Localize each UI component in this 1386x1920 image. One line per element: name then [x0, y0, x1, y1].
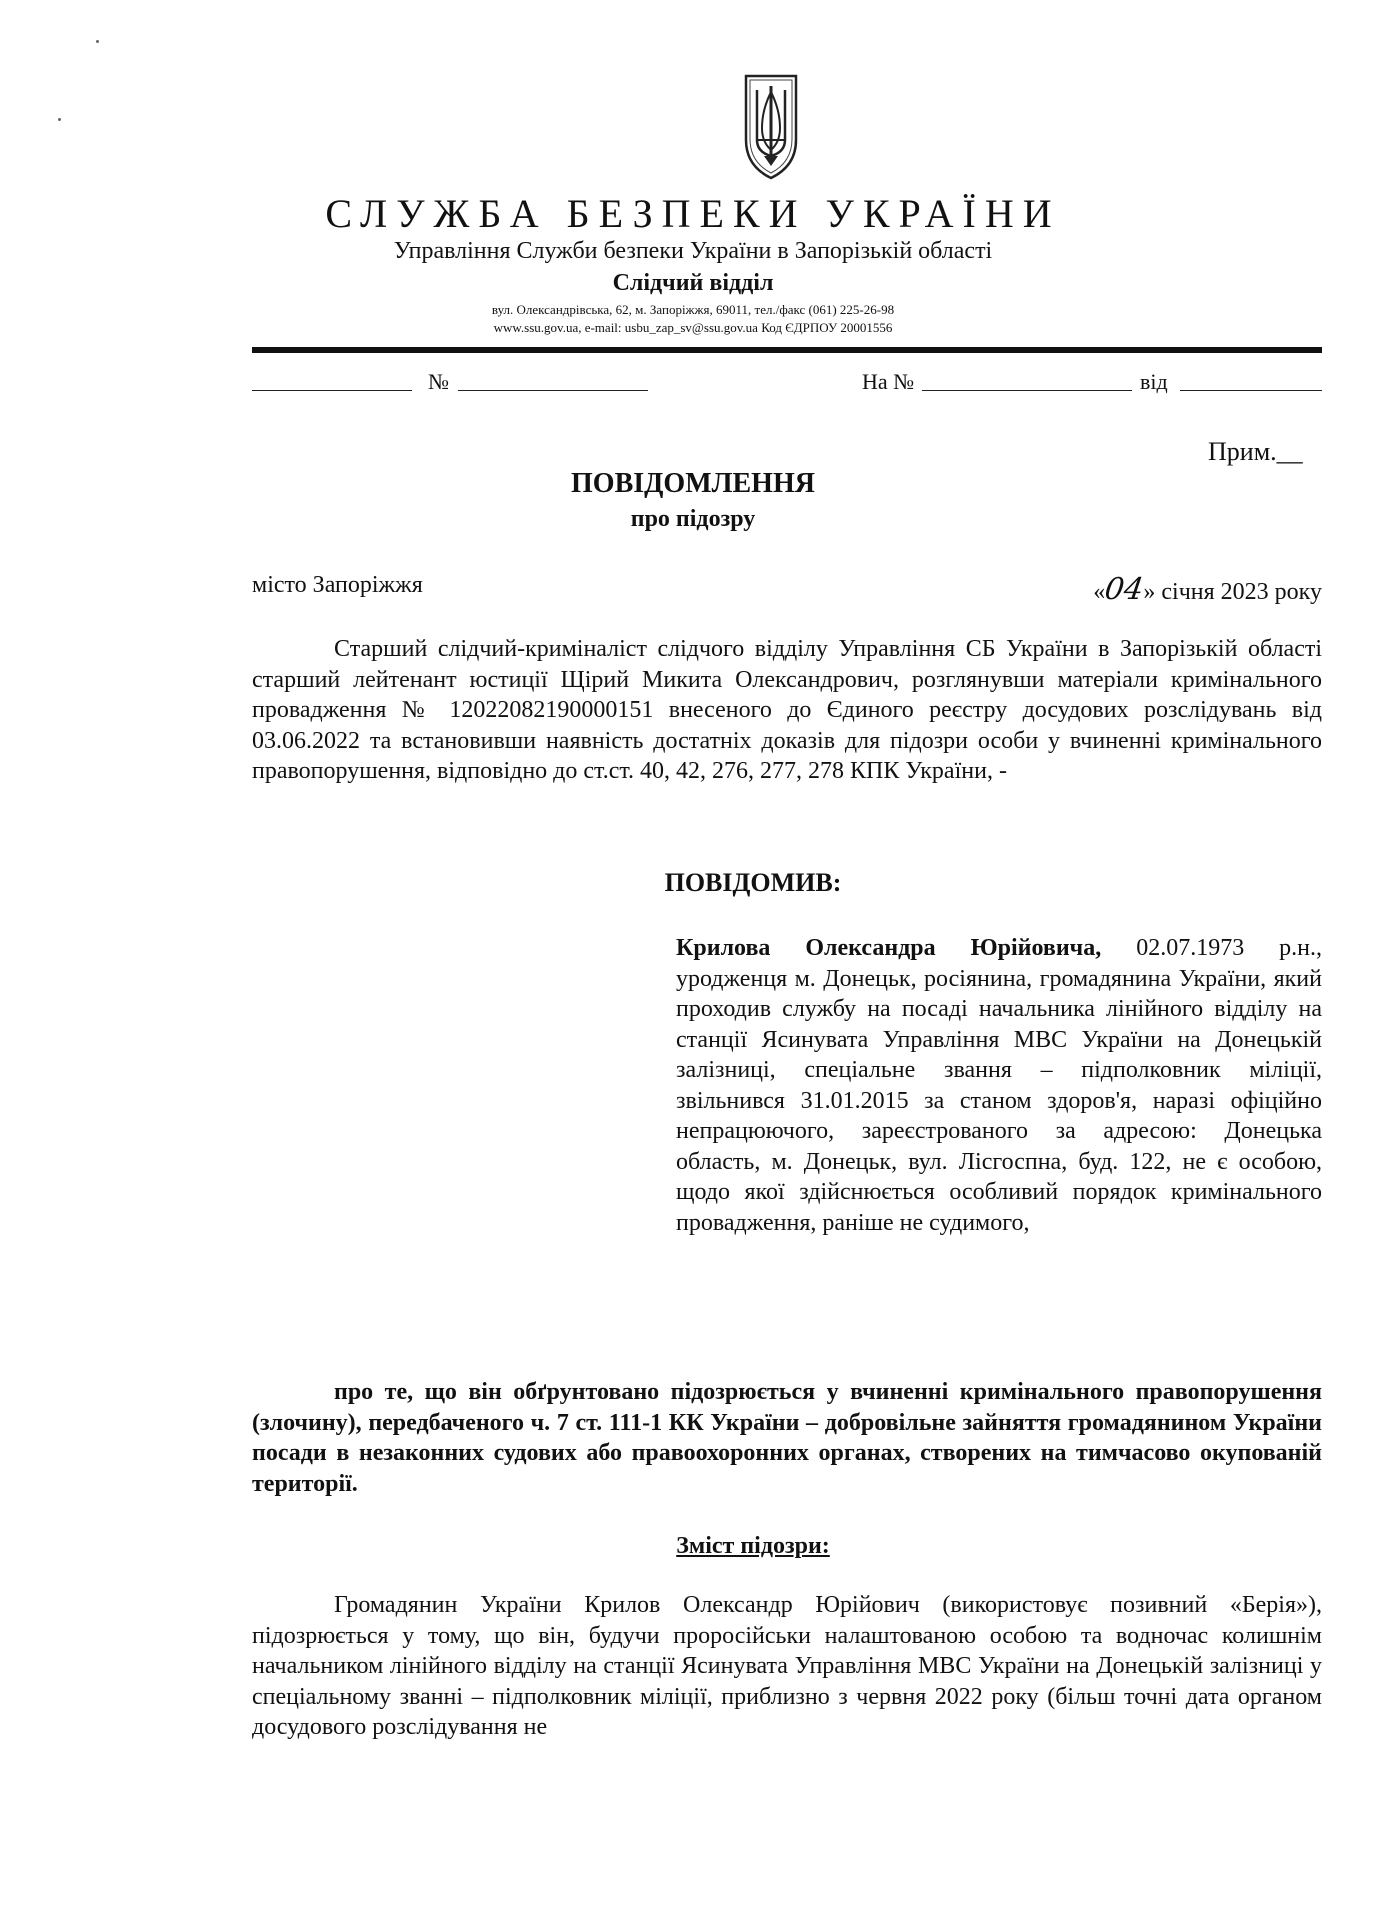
- reply-to-field: [922, 390, 1132, 391]
- address-line-2: www.ssu.gov.ua, e-mail: usbu_zap_sv@ssu.gov.ua Код ЄДРПОУ 20001556: [493, 320, 893, 335]
- organization-subtitle: Управління Служби безпеки України в Запорізькій області: [393, 238, 993, 264]
- date-open-quote: «: [1093, 579, 1106, 605]
- date-rest: січня 2023 року: [1155, 579, 1322, 605]
- organization-title: СЛУЖБА БЕЗПЕКИ УКРАЇНИ: [325, 191, 1061, 236]
- notified-heading: ПОВІДОМИВ:: [664, 868, 842, 897]
- address-line-1: вул. Олександрівська, 62, м. Запоріжжя, 69011, тел./факс (061) 225-26-98: [491, 302, 895, 317]
- document-title: ПОВІДОМЛЕННЯ: [571, 468, 815, 499]
- outgoing-number-field: [458, 390, 648, 391]
- from-date-field: [1180, 390, 1322, 391]
- date-day: 04: [1102, 572, 1146, 607]
- charge-text: про те, що він обґрунтовано підозрюється у вчиненні кримінального правопорушення (злочину), передбаченого ч. 7 ст. 111-1 КК України – добровільне зайняття громадянином України посади в незаконних судових або правоохоронних органах, створених на тимчасово окупованій території.: [252, 1379, 1322, 1497]
- number-symbol: №: [428, 369, 449, 394]
- charge-paragraph: [252, 1377, 1322, 1499]
- suspect-details: [676, 933, 1322, 1238]
- suspicion-content-heading: Зміст підозри:: [676, 1533, 830, 1559]
- document-date: [1022, 572, 1322, 607]
- department-name: Слідчий відділ: [612, 270, 774, 296]
- date-close-quote: »: [1143, 579, 1156, 605]
- intro-paragraph: [252, 634, 1322, 787]
- suspect-name: Крилова Олександра Юрійовича,: [676, 935, 1102, 961]
- coat-of-arms-icon: [740, 70, 802, 182]
- city: місто Запоріжжя: [252, 572, 423, 598]
- intro-text: Старший слідчий-криміналіст слідчого відділу Управління СБ України в Запорізькій області старший лейтенант юстиції Щірий Микита Олександрович, розглянувши матеріали кримінального провадження № 12022082190000151 внесеного до Єдиного реєстру досудових розслідувань від 03.06.2022 та встановивши наявність достатніх доказів для підозри особи у вчиненні кримінального правопорушення, відповідно до ст.ст. 40, 42, 276, 277, 278 КПК України, -: [252, 636, 1322, 784]
- scan-speck: [58, 118, 61, 121]
- header-divider: [252, 347, 1322, 353]
- from-label: від: [1140, 369, 1168, 394]
- reply-to-label: На №: [862, 369, 915, 394]
- outgoing-number-blank: [252, 390, 412, 391]
- suspicion-content-paragraph: [252, 1590, 1322, 1743]
- suspect-info: 02.07.1973 р.н., уродженця м. Донецьк, росіянина, громадянина України, який проходив службу на посаді начальника лінійного відділу на станції Ясинувата Управління МВС України на Донецькій залізниці, спеціальне звання – підполковник міліції, звільнився 31.01.2015 за станом здоров'я, наразі офіційно непрацюючого, зареєстрованого за адресою: Донецька область, м. Донецьк, вул. Лісгоспна, буд. 122, не є особою, щодо якої здійснюється особливий порядок кримінального провадження, раніше не судимого,: [676, 935, 1322, 1236]
- prim-label: Прим.__: [1208, 437, 1303, 466]
- document-subtitle: про підозру: [630, 506, 756, 532]
- suspicion-content-text: Громадянин України Крилов Олександр Юрійович (використовує позивний «Берія»), підозрюється у тому, що він, будучи проросійськи налаштованою особою та водночас колишнім начальником лінійного відділу на станції Ясинувата Управління МВС України на Донецькій залізниці у спеціальному званні – підполковник міліції, приблизно з червня 2022 року (більш точні дата органом досудового розслідування не: [252, 1592, 1322, 1740]
- scan-speck: [96, 40, 99, 43]
